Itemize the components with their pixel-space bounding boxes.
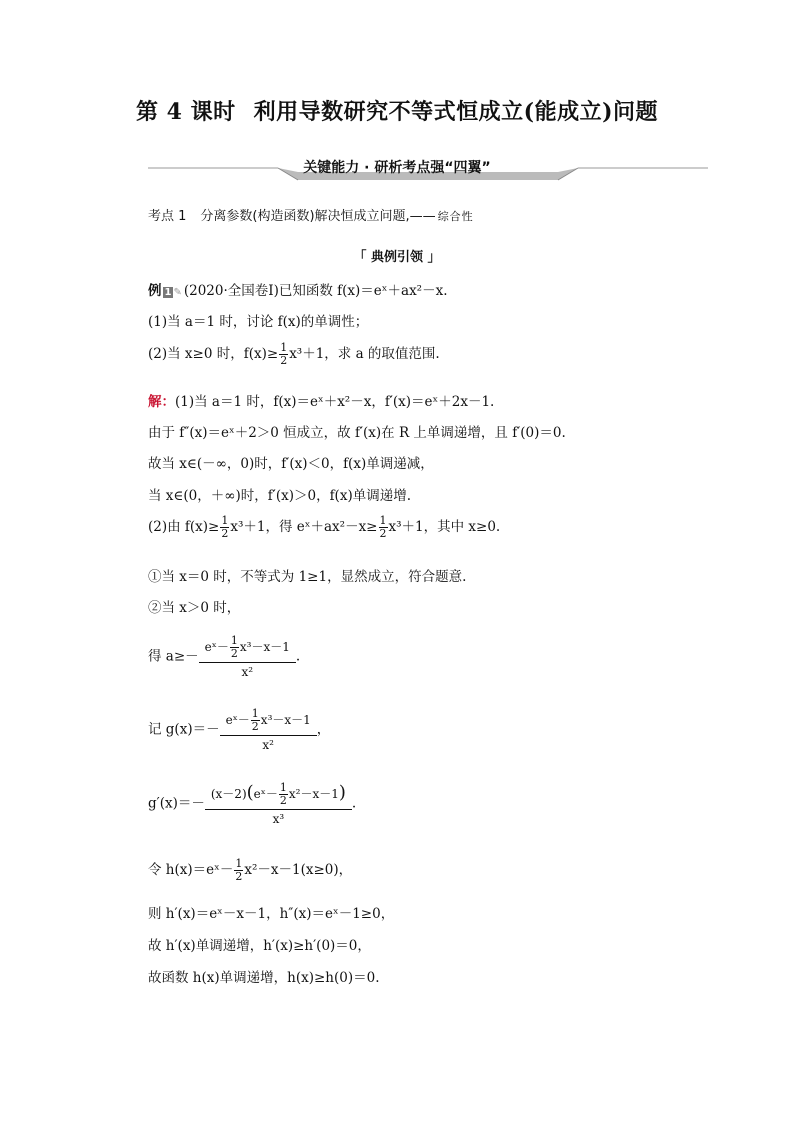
solution-line-2: 由于 f″(x)＝eˣ＋2＞0 恒成立，故 f′(x)在 R 上单调递增，且 f′(0)＝0. <box>148 425 566 441</box>
solution-line-3: 故当 x∈(－∞，0)时，f′(x)＜0，f(x)单调递减， <box>148 456 434 472</box>
section-heading <box>148 205 474 224</box>
example-heading: 「 典例引领 」 <box>353 250 441 265</box>
pencil-icon: ✎ <box>173 287 182 298</box>
solution-line-13: 故 h′(x)单调递增，h′(x)≥h′(0)＝0， <box>148 938 371 954</box>
section-text: 分离参数(构造函数)解决恒成立问题,—— <box>200 209 436 224</box>
lesson-topic: 利用导数研究不等式恒成立(能成立)问题 <box>253 99 658 125</box>
question-2: (2)当 x≥0 时，f(x)≥ $\frac{1}{2}$ x³＋1，求 a 的取值范围. <box>148 341 440 367</box>
fraction-half: $\frac{1}{2}$ <box>235 857 243 883</box>
fraction-half: $\frac{1}{2}$ <box>379 514 387 540</box>
solution-line-7: ②当 x＞0 时， <box>148 600 241 616</box>
big-fraction: (x－2)(eˣ－ $\frac{1}{2}$ x²－x－1) x³ <box>205 782 352 826</box>
solution-line-14: 故函数 h(x)单调递增，h(x)≥h(0)＝0. <box>148 970 380 986</box>
section-tag: 综合性 <box>437 210 474 223</box>
big-fraction: eˣ－ $\frac{1}{2}$ x³－x－1 x² <box>220 708 317 752</box>
solution-line-5: (2)由 f(x)≥ $\frac{1}{2}$ x³＋1，得 eˣ＋ax²－x≥ $\frac{1}{2}$ x³＋1，其中 x≥0. <box>148 514 501 540</box>
page-title <box>0 95 794 126</box>
big-fraction: eˣ－ $\frac{1}{2}$ x³－x－1 x² <box>199 635 296 679</box>
banner-text: 关键能力 · 研析考点强“四翼” <box>303 160 491 176</box>
solution-line-1: 解：(1)当 a＝1 时，f(x)＝eˣ＋x²－x，f′(x)＝eˣ＋2x－1. <box>148 394 495 410</box>
example-text: 已知函数 f(x)＝eˣ＋ax²－x. <box>278 283 448 299</box>
fraction-half: $\frac{1}{2}$ <box>280 341 288 367</box>
solution-line-10: g′(x)＝－ (x－2)(eˣ－ $\frac{1}{2}$ x²－x－1) x³ . <box>148 781 357 826</box>
example-source: (2020·全国卷Ⅰ) <box>183 283 279 299</box>
lesson-number: 第 4 课时 <box>136 99 236 125</box>
example-badge: 例 1 ✎ <box>148 283 182 299</box>
solution-line-4: 当 x∈(0，＋∞)时，f′(x)＞0，f(x)单调递增. <box>148 488 411 504</box>
solution-line-9: 记 g(x)＝－ eˣ－ $\frac{1}{2}$ x³－x－1 x² ， <box>148 707 331 752</box>
section-number: 考点 1 <box>148 209 187 224</box>
solution-line-8: 得 a≥－ eˣ－ $\frac{1}{2}$ x³－x－1 x² . <box>148 634 301 679</box>
solution-line-11: 令 h(x)＝eˣ－ $\frac{1}{2}$ x²－x－1(x≥0)， <box>148 857 353 883</box>
example-statement <box>148 279 448 299</box>
solution-label: 解： <box>148 394 175 410</box>
fraction-half: $\frac{1}{2}$ <box>221 514 229 540</box>
question-1: (1)当 a＝1 时，讨论 f(x)的单调性； <box>148 314 369 330</box>
solution-line-6: ①当 x＝0 时，不等式为 1≥1，显然成立，符合题意. <box>148 569 467 585</box>
solution-line-12: 则 h′(x)＝eˣ－x－1，h″(x)＝eˣ－1≥0， <box>148 906 395 922</box>
